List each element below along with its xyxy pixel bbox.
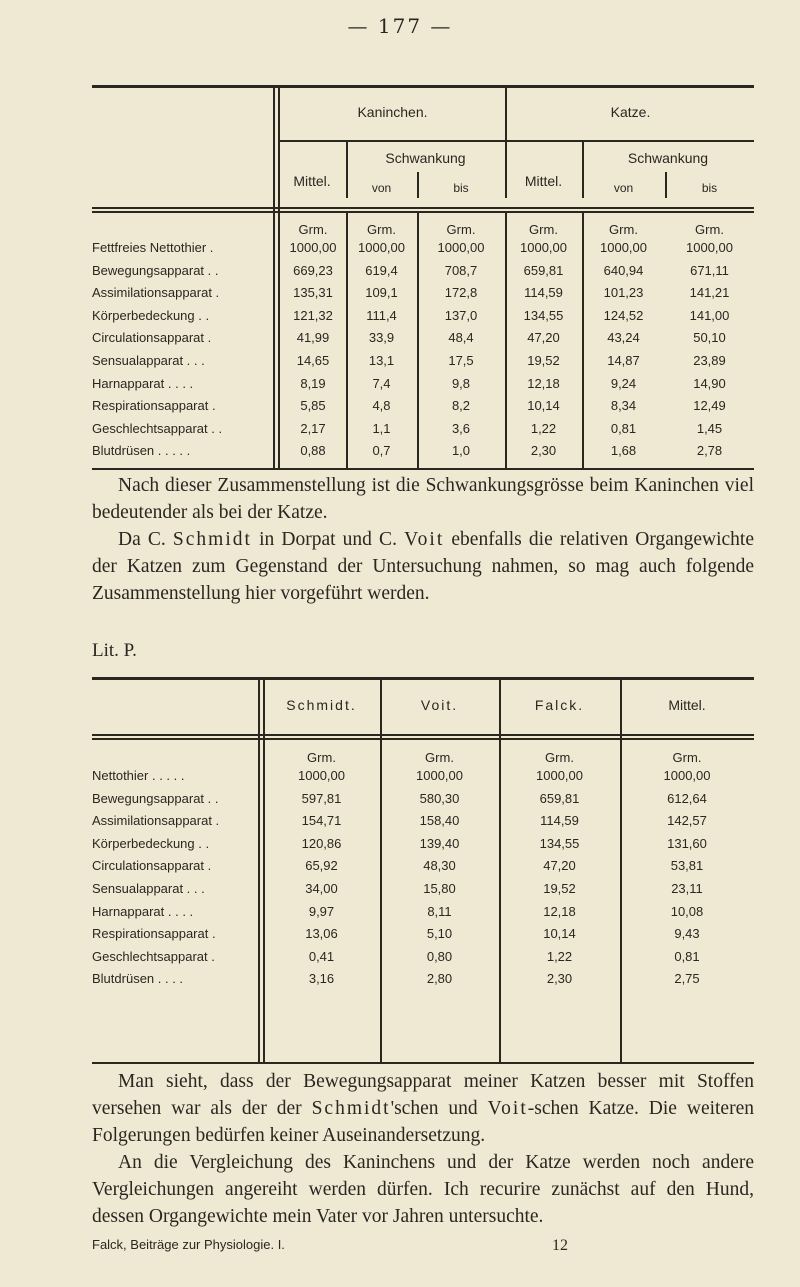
- table-cell: 1000,00: [520, 240, 567, 255]
- table1-header-mittel-2: Mittel.: [524, 173, 563, 189]
- table1-group-katze: Katze.: [610, 104, 651, 120]
- table1-sub-bis-1: bis: [453, 181, 469, 195]
- table-cell: 41,99: [296, 330, 330, 346]
- table-cell: 12,18: [527, 375, 560, 391]
- table-cell: 12,18: [543, 903, 576, 919]
- row-label: Circulationsapparat .: [92, 330, 212, 346]
- table2-top-rule: [92, 677, 754, 680]
- table-cell: 101,23: [603, 285, 644, 301]
- row-label: Assimilationsapparat .: [92, 285, 220, 301]
- table1-header-rule-2: [92, 211, 754, 213]
- table-cell: 2,78: [696, 443, 723, 459]
- table-cell: 13,1: [368, 353, 395, 368]
- paragraph-1: [92, 472, 754, 607]
- table-cell: 141,00: [689, 307, 730, 323]
- table-cell: 114,59: [540, 813, 579, 829]
- table-cell: 14,90: [693, 375, 726, 391]
- table-cell: 1000,00: [437, 240, 485, 255]
- row-label: Harnapparat . . . .: [92, 903, 194, 919]
- lit-label: Lit. P.: [92, 640, 137, 661]
- table-cell: 10,14: [543, 926, 576, 942]
- table2-header-schmidt: Schmidt.: [286, 697, 357, 713]
- paragraph-4-text: An die Vergleichung des Kaninchens und der Katze werden noch andere Vergleichungen angereiht werden dürfen. Ich recurire zunächst auf den Hund, dessen Organgewichte mein Vater vor Jahren untersuchte.: [92, 1152, 754, 1227]
- table-cell: 5,10: [426, 926, 453, 942]
- table1-col-divider-2: [505, 140, 507, 198]
- paragraph-1-text: Nach dieser Zusammenstellung ist die Schwankungsgrösse beim Kaninchen viel bedeutender als bei der Katze.: [92, 475, 754, 523]
- table-cell: 8,11: [427, 903, 452, 919]
- table-cell: 4,8: [372, 398, 391, 414]
- footer: [92, 1237, 692, 1252]
- table-cell: 1000,00: [663, 768, 711, 783]
- table-cell: 65,92: [305, 858, 338, 874]
- table-row: [92, 812, 754, 829]
- table2-unit: Grm.: [545, 750, 574, 765]
- table-row: [92, 925, 754, 942]
- text-run: 'schen und: [390, 1098, 488, 1119]
- table-cell: 597,81: [301, 790, 342, 806]
- table-cell: 9,43: [674, 926, 700, 942]
- table-cell: 580,30: [419, 790, 460, 806]
- table-cell: 134,55: [539, 835, 580, 851]
- table-cell: 23,89: [693, 353, 726, 368]
- table-cell: 43,24: [607, 330, 640, 346]
- table1-top-rule: [92, 85, 754, 88]
- table-cell: 1000,00: [416, 768, 463, 783]
- table-cell: 0,80: [426, 948, 453, 964]
- row-label: Körperbedeckung . .: [92, 835, 210, 851]
- table-cell: 8,19: [300, 375, 326, 391]
- row-label: Nettothier . . . . .: [92, 768, 185, 783]
- table-cell: 124,52: [603, 307, 644, 323]
- table-cell: 34,00: [305, 881, 338, 896]
- row-label: Bewegungsapparat . .: [92, 790, 219, 806]
- table-row: [92, 239, 754, 256]
- table-cell: 1000,00: [536, 768, 583, 783]
- text-run: in Dorpat und C.: [251, 529, 405, 550]
- table-cell: 8,34: [610, 398, 637, 414]
- table-cell: 33,9: [368, 330, 395, 346]
- table-cell: 2,75: [674, 971, 700, 987]
- table-row: [92, 262, 754, 279]
- table-row: [92, 397, 754, 414]
- table-row: [92, 442, 754, 459]
- author-voit: Voit: [404, 529, 445, 550]
- table-row: [92, 284, 754, 301]
- row-label: Assimilationsapparat .: [92, 813, 220, 829]
- text-run: ebenfalls die relativen Organgewichte der Katzen zum Gegenstand der Untersuchung nahmen, so mag auch folgende Zusammenstellung hier vorgeführt werden.: [92, 529, 754, 604]
- table-cell: 0,88: [300, 443, 326, 459]
- table-cell: 10,14: [527, 398, 560, 414]
- table-cell: 0,81: [674, 948, 700, 964]
- table1-header-schwankung-2: Schwankung: [627, 150, 709, 166]
- table-cell: 121,32: [293, 307, 333, 323]
- row-label: Fettfreies Nettothier .: [92, 240, 214, 255]
- author-voit: Voit: [487, 1098, 528, 1119]
- table1-header-rule: [92, 207, 754, 209]
- table-cell: 135,31: [293, 285, 333, 301]
- table-cell: 19,52: [543, 881, 576, 896]
- table1-header-schwankung-1: Schwankung: [385, 150, 466, 166]
- table-cell: 9,8: [451, 375, 471, 391]
- table-cell: 50,10: [693, 330, 726, 346]
- table1-sub-von-2: von: [613, 181, 634, 195]
- row-label: Geschlechtsapparat . .: [92, 420, 223, 436]
- table-cell: 671,11: [690, 262, 729, 278]
- table1-unit: Grm.: [695, 222, 724, 237]
- table1-sub-bis-2: bis: [701, 181, 718, 195]
- table-row: [92, 970, 754, 987]
- table-cell: 114,59: [524, 285, 563, 301]
- table1-bottom-rule: [92, 468, 754, 470]
- table-cell: 2,30: [530, 443, 557, 459]
- table-row: [92, 903, 754, 920]
- table-cell: 1000,00: [358, 240, 405, 255]
- footer-citation: Falck, Beiträge zur Physiologie. I.: [92, 1237, 285, 1252]
- row-label: Circulationsapparat .: [92, 858, 212, 874]
- table-cell: 9,24: [610, 375, 637, 391]
- table2-header-mittel: Mittel.: [668, 697, 706, 713]
- table-cell: 158,40: [419, 813, 460, 829]
- table1-unit: Grm.: [529, 222, 558, 237]
- table2-header-voit: Voit.: [420, 697, 459, 713]
- table-cell: 1,1: [372, 420, 391, 436]
- table-cell: 1000,00: [289, 240, 337, 255]
- paragraph-2-text: [92, 526, 754, 607]
- table1-header-mittel-1: Mittel.: [293, 173, 331, 189]
- table-cell: 137,0: [444, 307, 478, 323]
- table1-group-rule: [278, 140, 754, 142]
- row-label: Blutdrüsen . . . . .: [92, 443, 191, 459]
- table-cell: 1,68: [610, 443, 637, 459]
- table-row: [92, 329, 754, 346]
- table2-header-rule-2: [92, 738, 754, 740]
- table-cell: 2,17: [300, 420, 326, 436]
- table-cell: 5,85: [300, 398, 326, 414]
- row-label: Sensualapparat . . .: [92, 881, 205, 896]
- table-cell: 47,20: [543, 858, 576, 874]
- table-cell: 109,1: [365, 285, 398, 301]
- table-cell: 120,86: [301, 835, 342, 851]
- table-cell: 0,41: [308, 948, 335, 964]
- table-cell: 47,20: [527, 330, 560, 346]
- table-row: [92, 857, 754, 874]
- row-label: Körperbedeckung . .: [92, 307, 210, 323]
- table-cell: 19,52: [527, 353, 560, 368]
- table2-header-rule: [92, 734, 754, 736]
- row-label: Respirationsapparat .: [92, 398, 216, 414]
- table-cell: 111,4: [366, 307, 397, 323]
- paragraph-3: [92, 1068, 754, 1230]
- table-cell: 10,08: [670, 903, 704, 919]
- table-cell: 640,94: [603, 262, 644, 278]
- table1-unit: Grm.: [609, 222, 638, 237]
- table-row: [92, 948, 754, 965]
- table-cell: 1,22: [530, 420, 557, 436]
- table-cell: 142,57: [667, 813, 707, 829]
- text-run: Man sieht, dass der Bewegungsapparat meiner Katzen besser mit Stoffen versehen war als der der: [92, 1071, 754, 1119]
- table-cell: 7,4: [372, 375, 391, 391]
- table-cell: 48,4: [448, 330, 474, 346]
- row-label: Sensualapparat . . .: [92, 353, 205, 368]
- table-cell: 659,81: [539, 790, 580, 806]
- table2-unit: Grm.: [307, 750, 336, 765]
- table-cell: 53,81: [670, 858, 704, 874]
- table1-unit: Grm.: [298, 222, 328, 237]
- table-cell: 659,81: [523, 262, 564, 278]
- table2-units-row: [92, 750, 754, 767]
- author-schmidt: Schmidt: [311, 1098, 391, 1119]
- table-cell: 23,11: [671, 881, 703, 896]
- table-cell: 14,87: [607, 353, 640, 368]
- table-cell: 1,22: [546, 948, 573, 964]
- table-cell: 3,6: [451, 420, 471, 436]
- table-cell: 14,65: [296, 353, 330, 368]
- table-cell: 2,80: [426, 971, 453, 987]
- table-cell: 13,06: [305, 926, 338, 942]
- table-row: [92, 835, 754, 852]
- table-cell: 3,16: [308, 971, 335, 987]
- table-cell: 141,21: [689, 285, 730, 301]
- table-cell: 12,49: [693, 398, 726, 414]
- table-cell: 139,40: [419, 835, 460, 851]
- table-cell: 172,8: [444, 285, 478, 301]
- row-label: Harnapparat . . . .: [92, 375, 194, 391]
- table-row: [92, 307, 754, 324]
- table2-unit: Grm.: [425, 750, 454, 765]
- row-label: Blutdrüsen . . . .: [92, 971, 184, 987]
- table-cell: 8,2: [451, 398, 471, 414]
- table-cell: 619,4: [365, 262, 398, 278]
- table-cell: 48,30: [423, 858, 456, 874]
- table1-units-row: [92, 222, 754, 239]
- table1-unit: Grm.: [367, 222, 396, 237]
- page-number: — 177 —: [347, 14, 453, 38]
- table-row: [92, 352, 754, 369]
- row-label: Geschlechtsapparat .: [92, 948, 215, 964]
- table-cell: 0,7: [372, 443, 391, 459]
- table-cell: 708,7: [444, 262, 478, 278]
- table-cell: 17,5: [448, 353, 474, 368]
- table2-bottom-rule: [92, 1062, 754, 1064]
- table-cell: 1000,00: [686, 240, 733, 255]
- table-cell: 1000,00: [600, 240, 647, 255]
- table-row: [92, 880, 754, 897]
- table-cell: 154,71: [301, 813, 342, 829]
- table-row: [92, 420, 754, 437]
- table1-sub-von-1: von: [371, 181, 392, 195]
- table-cell: 9,97: [308, 903, 335, 919]
- row-label: Respirationsapparat .: [92, 926, 216, 942]
- text-run: Da C.: [118, 529, 173, 550]
- table1-unit: Grm.: [446, 222, 476, 237]
- table1-group-kaninchen: Kaninchen.: [357, 104, 428, 120]
- table-cell: 15,80: [423, 881, 456, 896]
- author-schmidt: Schmidt: [172, 529, 252, 550]
- signature-mark: 12: [552, 1237, 568, 1254]
- table-cell: 1,45: [696, 420, 723, 436]
- table-cell: 612,64: [667, 790, 707, 806]
- table-cell: 131,60: [667, 835, 707, 851]
- table-row: [92, 375, 754, 392]
- row-label: Bewegungsapparat . .: [92, 262, 219, 278]
- table2-unit: Grm.: [672, 750, 702, 765]
- table-cell: 2,30: [546, 971, 573, 987]
- table-row: [92, 790, 754, 807]
- table2-header-falck: Falck.: [534, 697, 585, 713]
- table-row: [92, 767, 754, 784]
- table-cell: 134,55: [523, 307, 564, 323]
- table-cell: 0,81: [610, 420, 637, 436]
- table-cell: 669,23: [293, 262, 333, 278]
- text-run: -schen Katze. Die weiteren Folgerungen bedürfen keiner Auseinandersetzung.: [92, 1098, 754, 1146]
- table-cell: 1,0: [451, 443, 471, 459]
- paragraph-3-text: [92, 1068, 754, 1149]
- table-cell: 1000,00: [298, 768, 345, 783]
